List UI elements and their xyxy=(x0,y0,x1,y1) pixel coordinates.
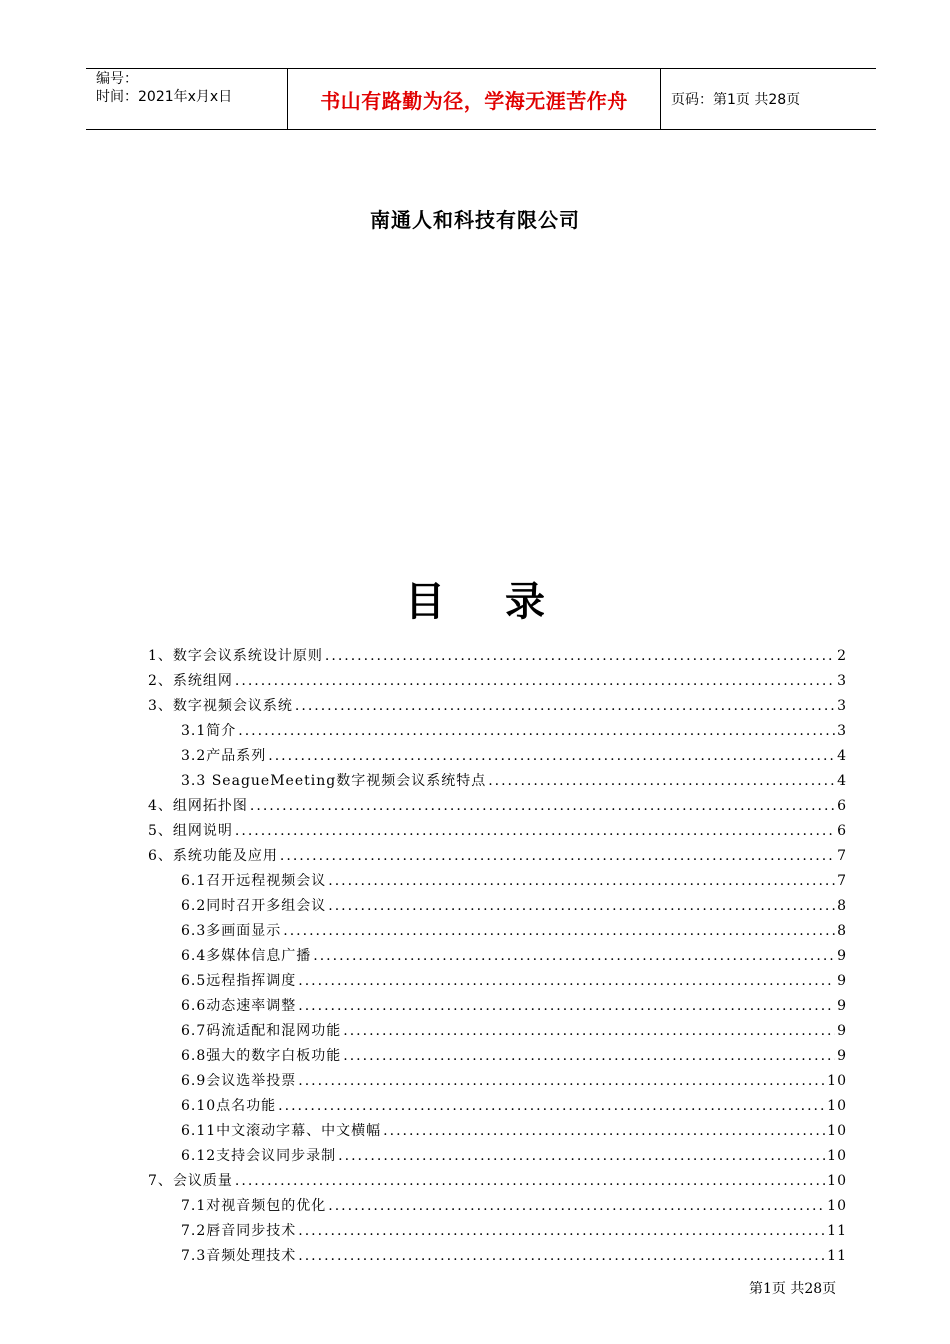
toc-entry-page: 9 xyxy=(837,1023,847,1039)
toc-entry[interactable] xyxy=(148,969,847,994)
toc-leader-dots xyxy=(238,719,835,744)
toc-entry-title: 3、数字视频会议系统 xyxy=(148,698,293,714)
page-info: 页码：第1页 共28页 xyxy=(671,92,801,108)
toc-entry[interactable] xyxy=(148,1019,847,1044)
toc-entry-title: 7.2唇音同步技术 xyxy=(181,1223,297,1239)
toc-entry-title: 6.5远程指挥调度 xyxy=(181,973,297,989)
toc-entry-title: 3.3 SeagueMeeting数字视频会议系统特点 xyxy=(181,773,487,789)
toc-entry[interactable] xyxy=(148,794,847,819)
toc-entry-page: 10 xyxy=(827,1098,847,1114)
toc-leader-dots xyxy=(383,1119,825,1144)
toc-entry-title: 4、组网拓扑图 xyxy=(148,798,248,814)
toc-entry[interactable] xyxy=(148,994,847,1019)
toc-leader-dots xyxy=(343,1019,835,1044)
toc-entry[interactable] xyxy=(148,694,847,719)
toc-entry[interactable] xyxy=(148,719,847,744)
toc-leader-dots xyxy=(298,1244,825,1269)
toc-entry-page: 10 xyxy=(827,1173,847,1189)
toc-title: 目录 xyxy=(405,579,605,625)
toc-entry[interactable] xyxy=(148,869,847,894)
toc-entry-page: 8 xyxy=(837,923,847,939)
toc-leader-dots xyxy=(338,1144,825,1169)
toc-entry[interactable] xyxy=(148,1244,847,1269)
toc-entry-page: 9 xyxy=(837,948,847,964)
toc-entry[interactable] xyxy=(148,669,847,694)
toc-entry[interactable] xyxy=(148,769,847,794)
table-of-contents xyxy=(148,644,847,1269)
toc-entry-title: 6.8强大的数字白板功能 xyxy=(181,1048,342,1064)
toc-leader-dots xyxy=(295,694,835,719)
toc-entry-page: 2 xyxy=(837,648,847,664)
toc-entry-page: 10 xyxy=(827,1073,847,1089)
page-footer: 第1页 共28页 xyxy=(749,1281,837,1297)
toc-entry[interactable] xyxy=(148,1194,847,1219)
toc-entry-title: 6.9会议选举投票 xyxy=(181,1073,297,1089)
number-label: 编号： xyxy=(96,71,138,87)
toc-entry-page: 3 xyxy=(837,723,847,739)
toc-entry-page: 3 xyxy=(837,698,847,714)
toc-entry-title: 6.12支持会议同步录制 xyxy=(181,1148,337,1164)
toc-entry[interactable] xyxy=(148,944,847,969)
toc-entry-page: 9 xyxy=(837,998,847,1014)
toc-entry-page: 6 xyxy=(837,823,847,839)
toc-entry[interactable] xyxy=(148,1044,847,1069)
toc-entry-title: 6、系统功能及应用 xyxy=(148,848,278,864)
toc-entry[interactable] xyxy=(148,1169,847,1194)
toc-entry-title: 2、系统组网 xyxy=(148,673,233,689)
toc-entry-title: 7.1对视音频包的优化 xyxy=(181,1198,327,1214)
header-motto-cell xyxy=(288,69,661,129)
toc-entry-title: 6.6动态速率调整 xyxy=(181,998,297,1014)
toc-entry-page: 9 xyxy=(837,973,847,989)
toc-entry-title: 3.1简介 xyxy=(181,723,237,739)
toc-entry-page: 4 xyxy=(837,773,847,789)
toc-leader-dots xyxy=(488,769,835,794)
toc-entry-title: 5、组网说明 xyxy=(148,823,233,839)
toc-entry-page: 7 xyxy=(837,873,847,889)
toc-entry[interactable] xyxy=(148,1144,847,1169)
toc-leader-dots xyxy=(298,969,835,994)
toc-leader-dots xyxy=(298,1219,825,1244)
toc-leader-dots xyxy=(278,1094,825,1119)
toc-leader-dots xyxy=(268,744,835,769)
toc-entry-title: 1、数字会议系统设计原则 xyxy=(148,648,323,664)
toc-leader-dots xyxy=(235,819,835,844)
toc-entry[interactable] xyxy=(148,819,847,844)
toc-entry-title: 6.10点名功能 xyxy=(181,1098,277,1114)
toc-entry-title: 7、会议质量 xyxy=(148,1173,233,1189)
toc-entry[interactable] xyxy=(148,1069,847,1094)
toc-leader-dots xyxy=(250,794,835,819)
toc-entry-page: 11 xyxy=(827,1223,847,1239)
toc-entry-page: 10 xyxy=(827,1198,847,1214)
toc-leader-dots xyxy=(328,894,835,919)
toc-leader-dots xyxy=(235,669,835,694)
toc-entry-page: 8 xyxy=(837,898,847,914)
toc-entry-title: 7.3音频处理技术 xyxy=(181,1248,297,1264)
document-header xyxy=(86,68,876,130)
header-meta-cell xyxy=(86,69,288,129)
toc-entry-title: 6.11中文滚动字幕、中文横幅 xyxy=(181,1123,382,1139)
toc-entry-page: 7 xyxy=(837,848,847,864)
company-name: 南通人和科技有限公司 xyxy=(370,208,580,232)
toc-entry-page: 9 xyxy=(837,1048,847,1064)
toc-entry[interactable] xyxy=(148,894,847,919)
toc-entry[interactable] xyxy=(148,844,847,869)
toc-entry[interactable] xyxy=(148,644,847,669)
toc-entry-page: 6 xyxy=(837,798,847,814)
header-page-cell xyxy=(661,69,876,129)
toc-entry[interactable] xyxy=(148,1119,847,1144)
toc-entry[interactable] xyxy=(148,744,847,769)
toc-leader-dots xyxy=(343,1044,835,1069)
toc-entry-title: 3.2产品系列 xyxy=(181,748,267,764)
toc-entry-page: 4 xyxy=(837,748,847,764)
toc-leader-dots xyxy=(280,844,835,869)
toc-entry-title: 6.1召开远程视频会议 xyxy=(181,873,327,889)
toc-entry-title: 6.7码流适配和混网功能 xyxy=(181,1023,342,1039)
toc-entry-title: 6.4多媒体信息广播 xyxy=(181,948,312,964)
toc-entry-page: 10 xyxy=(827,1148,847,1164)
toc-leader-dots xyxy=(235,1169,825,1194)
toc-leader-dots xyxy=(298,994,835,1019)
toc-leader-dots xyxy=(283,919,835,944)
toc-leader-dots xyxy=(298,1069,825,1094)
toc-entry[interactable] xyxy=(148,919,847,944)
toc-entry[interactable] xyxy=(148,1094,847,1119)
toc-entry-page: 3 xyxy=(837,673,847,689)
toc-leader-dots xyxy=(313,944,835,969)
toc-entry-page: 11 xyxy=(827,1248,847,1264)
time-label: 时间：2021年x月x日 xyxy=(96,89,233,105)
toc-leader-dots xyxy=(328,869,835,894)
toc-entry-page: 10 xyxy=(827,1123,847,1139)
toc-entry-title: 6.3多画面显示 xyxy=(181,923,282,939)
toc-leader-dots xyxy=(325,644,835,669)
toc-leader-dots xyxy=(328,1194,825,1219)
toc-entry[interactable] xyxy=(148,1219,847,1244)
toc-entry-title: 6.2同时召开多组会议 xyxy=(181,898,327,914)
motto-text: 书山有路勤为径，学海无涯苦作舟 xyxy=(320,88,628,113)
